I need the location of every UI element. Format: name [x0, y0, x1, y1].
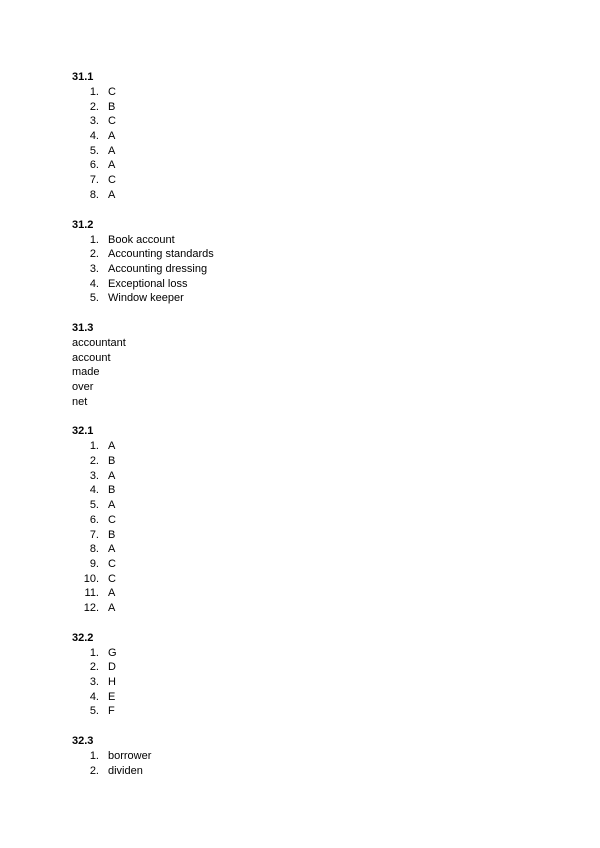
list-item-answer: A — [108, 601, 116, 614]
word-item: over — [72, 381, 94, 393]
list-item-number: 2. — [89, 661, 99, 674]
list-item-answer: B — [108, 455, 116, 468]
list-item-answer: A — [108, 188, 116, 201]
list-item — [72, 291, 552, 306]
section-title: 31.3 — [72, 321, 94, 334]
list-item-number: 1. — [89, 233, 99, 246]
list-item-answer: C — [108, 86, 116, 98]
list-item — [72, 542, 552, 557]
list-item — [72, 572, 552, 587]
list-item — [72, 85, 552, 100]
list-item-answer: A — [108, 440, 116, 453]
list-item-number: 9. — [89, 557, 99, 570]
list-item-answer: A — [108, 144, 116, 157]
list-item — [72, 528, 552, 543]
list-item-number: 10. — [83, 572, 99, 585]
list-item — [72, 483, 552, 498]
list-item-number: 2. — [89, 248, 99, 261]
list-item-answer: B — [108, 484, 116, 497]
section-31-1 — [72, 70, 552, 203]
list-item — [72, 454, 552, 469]
list-item — [72, 690, 552, 705]
list-item-number: 5. — [89, 144, 99, 157]
list-item — [72, 601, 552, 616]
list-item-number: 6. — [89, 159, 99, 172]
list-item — [72, 158, 552, 173]
list-item — [72, 498, 552, 513]
list-item — [72, 188, 552, 203]
section-title: 32.3 — [72, 735, 94, 748]
list-item-number: 7. — [89, 528, 99, 541]
list-item-number: 3. — [89, 469, 99, 482]
list-item-number: 2. — [89, 764, 99, 777]
list-item-answer: C — [108, 572, 116, 585]
section-title: 31.2 — [72, 218, 94, 231]
list-item-number: 11. — [84, 587, 99, 600]
list-item-answer: B — [108, 528, 116, 541]
list-item-number: 1. — [89, 440, 99, 453]
word-item: net — [72, 395, 88, 408]
list-item-number: 12. — [83, 601, 99, 614]
list-item-answer: A — [108, 499, 116, 512]
list-item — [72, 114, 552, 129]
list-item — [72, 262, 552, 277]
word-item: account — [72, 351, 111, 364]
section-title: 31.1 — [72, 71, 94, 83]
list-item-answer: dividen — [108, 764, 143, 777]
word-item: accountant — [72, 336, 126, 349]
list-item-number: 5. — [89, 292, 99, 305]
list-item — [72, 749, 552, 764]
list-item-answer: Exceptional loss — [108, 277, 188, 290]
answer-key-page — [72, 70, 552, 793]
list-item — [72, 173, 552, 188]
list-item-number: 4. — [89, 484, 99, 497]
section-32-3 — [72, 734, 552, 778]
list-item — [72, 557, 552, 572]
list-item-answer: D — [108, 661, 116, 674]
list-item-number: 3. — [89, 115, 99, 128]
list-item-answer: Accounting dressing — [108, 262, 208, 275]
section-31-3 — [72, 321, 552, 409]
list-item-number: 4. — [89, 690, 99, 703]
list-item-answer: H — [108, 676, 116, 688]
list-item-answer: Window keeper — [108, 292, 184, 305]
list-item-answer: G — [108, 646, 117, 659]
list-item — [72, 646, 552, 661]
list-item-answer: C — [108, 513, 116, 526]
list-item-answer: C — [108, 557, 116, 570]
section-31-2 — [72, 218, 552, 306]
list-item — [72, 439, 552, 454]
section-title: 32.2 — [72, 631, 94, 644]
list-item-answer: Book account — [108, 233, 175, 246]
list-item-number: 6. — [89, 513, 99, 526]
list-item-number: 2. — [89, 455, 99, 468]
list-item — [72, 247, 552, 262]
list-item — [72, 129, 552, 144]
section-32-2 — [72, 631, 552, 719]
list-item-number: 1. — [89, 86, 99, 98]
word-item: made — [72, 366, 100, 379]
list-item-answer: A — [108, 469, 116, 482]
list-item-number: 8. — [89, 188, 99, 201]
list-item-answer: C — [108, 115, 116, 128]
list-item — [72, 704, 552, 719]
list-item-number: 5. — [89, 705, 99, 718]
list-item — [72, 100, 552, 115]
list-item-number: 3. — [89, 676, 99, 688]
list-item-number: 5. — [89, 499, 99, 512]
list-item-answer: A — [108, 130, 116, 143]
list-item — [72, 469, 552, 484]
list-item — [72, 144, 552, 159]
list-item — [72, 675, 552, 690]
list-item — [72, 586, 552, 601]
list-item-answer: A — [108, 587, 116, 600]
list-item-number: 4. — [89, 277, 99, 290]
list-item-number: 1. — [89, 750, 99, 763]
list-item-number: 1. — [89, 646, 99, 659]
list-item-number: 4. — [89, 130, 99, 143]
list-item-answer: F — [108, 705, 115, 718]
list-item-answer: Accounting standards — [108, 248, 214, 261]
list-item-answer: A — [108, 543, 116, 556]
list-item — [72, 513, 552, 528]
list-item — [72, 277, 552, 292]
list-item — [72, 764, 552, 779]
section-32-1 — [72, 424, 552, 615]
list-item-number: 7. — [89, 174, 99, 187]
list-item-answer: C — [108, 174, 116, 187]
list-item-answer: B — [108, 100, 116, 113]
section-title: 32.1 — [72, 425, 94, 438]
list-item-number: 3. — [89, 262, 99, 275]
list-item — [72, 660, 552, 675]
list-item-number: 8. — [89, 543, 99, 556]
list-item — [72, 233, 552, 248]
list-item-number: 2. — [89, 100, 99, 113]
list-item-answer: borrower — [108, 750, 152, 763]
list-item-answer: E — [108, 690, 116, 703]
list-item-answer: A — [108, 159, 116, 172]
